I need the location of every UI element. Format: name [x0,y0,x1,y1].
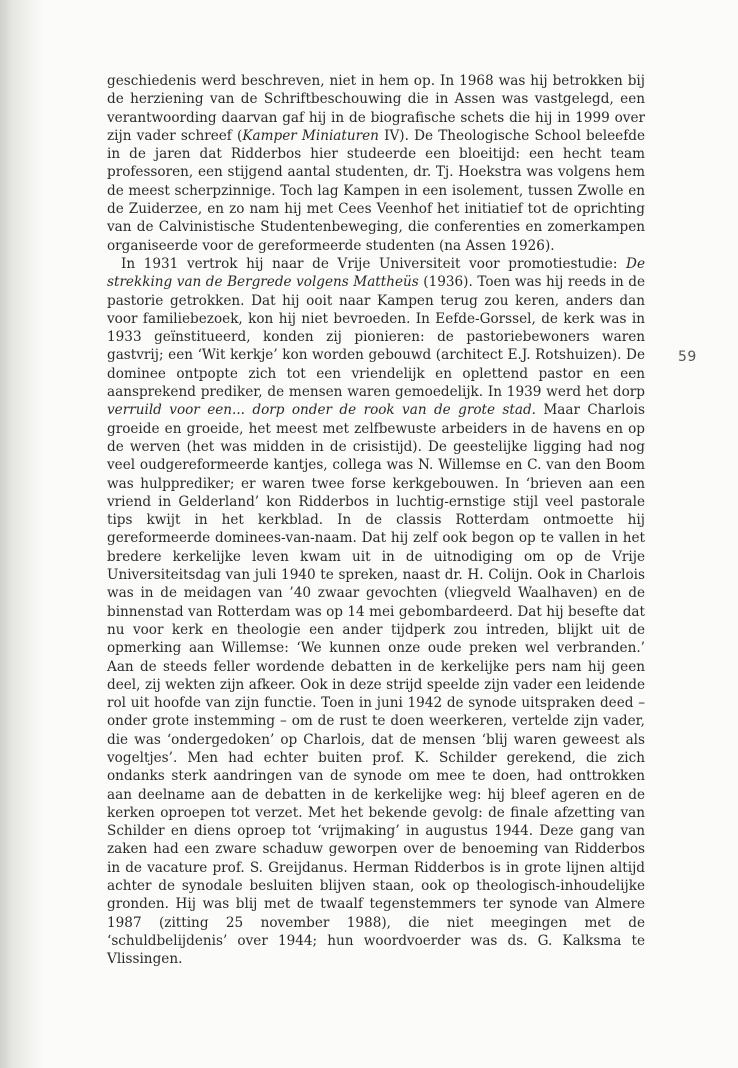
page-number: 59 [678,349,697,365]
text-span: geschiedenis werd beschreven, niet in hem op. In 1968 was hij betrokken bij de herziening van de Schriftbeschouwing die in Assen was vastgelegd, een verantwoording daarvan gaf hij in de biografische schets die hij in 1999 over zijn vader schreef ( [107,73,645,144]
text-span: IV). De Theologische School beleefde in de jaren dat Ridderbos hier studeerde een bloeitijd: een hecht team professoren, een stijgend aantal studenten, dr. Tj. Hoekstra was volgens hem de meest scherpzinnige. Toch lag Kampen in een isolement, tussen Zwolle en de Zuiderzee, en zo nam hij met Cees Veenhof het initiatief tot de oprichting van de Calvinistische Studentenbeweging, die conferenties en zomerkampen organiseerde voor de gereformeerde studenten (na Assen 1926). [107,127,645,254]
paragraph [107,255,645,969]
text-span: Maar Charlois groeide en groeide, het meest met zelfbewuste arbeiders in de havens en op de werven (het was midden in de crisistijd). De geestelijke ligging had nog veel oudgereformeerde kantjes, collega was N. Willemse en C. van den Boom was hulpprediker; er waren twee forse kerkgebouwen. In ‘brieven aan een vriend in Gelderland’ kon Ridderbos in luchtig-ernstige stijl veel pastorale tips kwijt in het kerkblad. In de classis Rotterdam ontmoette hij gereformeerde dominees-van-naam. Dat hij zelf ook begon op te vallen in het bredere kerkelijke leven kwam uit in de uitnodiging om op de Vrije Universiteitsdag van juli 1940 te spreken, naast dr. H. Colijn. Ook in Charlois was in de meidagen van ’40 zwaar gevochten (vliegveld Waalhaven) en de binnenstad van Rotterdam was op 14 mei gebombardeerd. Dat hij besefte dat nu voor kerk en theologie een ander tijdperk zou intreden, blijkt uit de opmerking aan Willemse: ‘We kunnen onze oude preken wel verbranden.’ Aan de steeds feller wordende debatten in de kerkelijke pers nam hij geen deel, zij wekten zijn afkeer. Ook in deze strijd speelde zijn vader een leidende rol uit hoofde van zijn functie. Toen in juni 1942 de synode uitspraken deed – onder grote instemming – om de rust te doen weerkeren, vertelde zijn vader, die was ‘ondergedoken’ op Charlois, dat de mensen ‘blij waren geweest als vogeltjes’. Men had echter buiten prof. K. Schilder gerekend, die zich ondanks sterk aandringen van de synode om mee te doen, had onttrokken aan deelname aan de debatten in de kerkelijke weg: hij bleef ageren en de kerken oproepen tot verzet. Met het bekende gevolg: de finale afzetting van Schilder en diens oproep tot ‘vrijmaking’ in augustus 1944. Deze gang van zaken had een zware schaduw geworpen over de benoeming van Ridderbos in de vacature prof. S. Greijdanus. Herman Ridderbos is in grote lijnen altijd achter de synodale besluiten blijven staan, ook op theologisch-inhoudelijke gronden. Hij was blij met de twaalf tegenstemmers ter synode van Almere 1987 (zitting 25 november 1988), die niet meegingen met de ‘schuldbelijdenis’ over 1944; hun woordvoerder was ds. G. Kalksma te Vlissingen. [107,402,645,968]
italic-title: De strekking van de Bergrede volgens Mattheüs [107,255,645,291]
body-text [107,72,645,969]
paragraph [107,72,645,255]
text-span: In 1931 vertrok hij naar de Vrije Universiteit voor promotiestudie: [121,255,627,272]
italic-quote: verruild voor een... dorp onder de rook van de grote stad. [107,402,536,419]
text-span: (1936). Toen was hij reeds in de pastorie getrokken. Dat hij ooit naar Kampen terug zou keren, anders dan voor familiebezoek, kon hij niet bevroeden. In Eefde-Gorssel, de kerk was in 1933 geïnstitueerd, konden zij pionieren: de pastoriebewoners waren gastvrij; een ‘Wit kerkje’ kon worden gebouwd (architect E.J. Rotshuizen). De dominee ontpopte zich tot een vriendelijk en oplettend pastor en een aansprekend prediker, de mensen waren gemoedelijk. In 1939 werd het dorp [107,274,645,401]
binding-gutter [0,0,44,1068]
italic-title: Kamper Miniaturen [242,127,379,144]
